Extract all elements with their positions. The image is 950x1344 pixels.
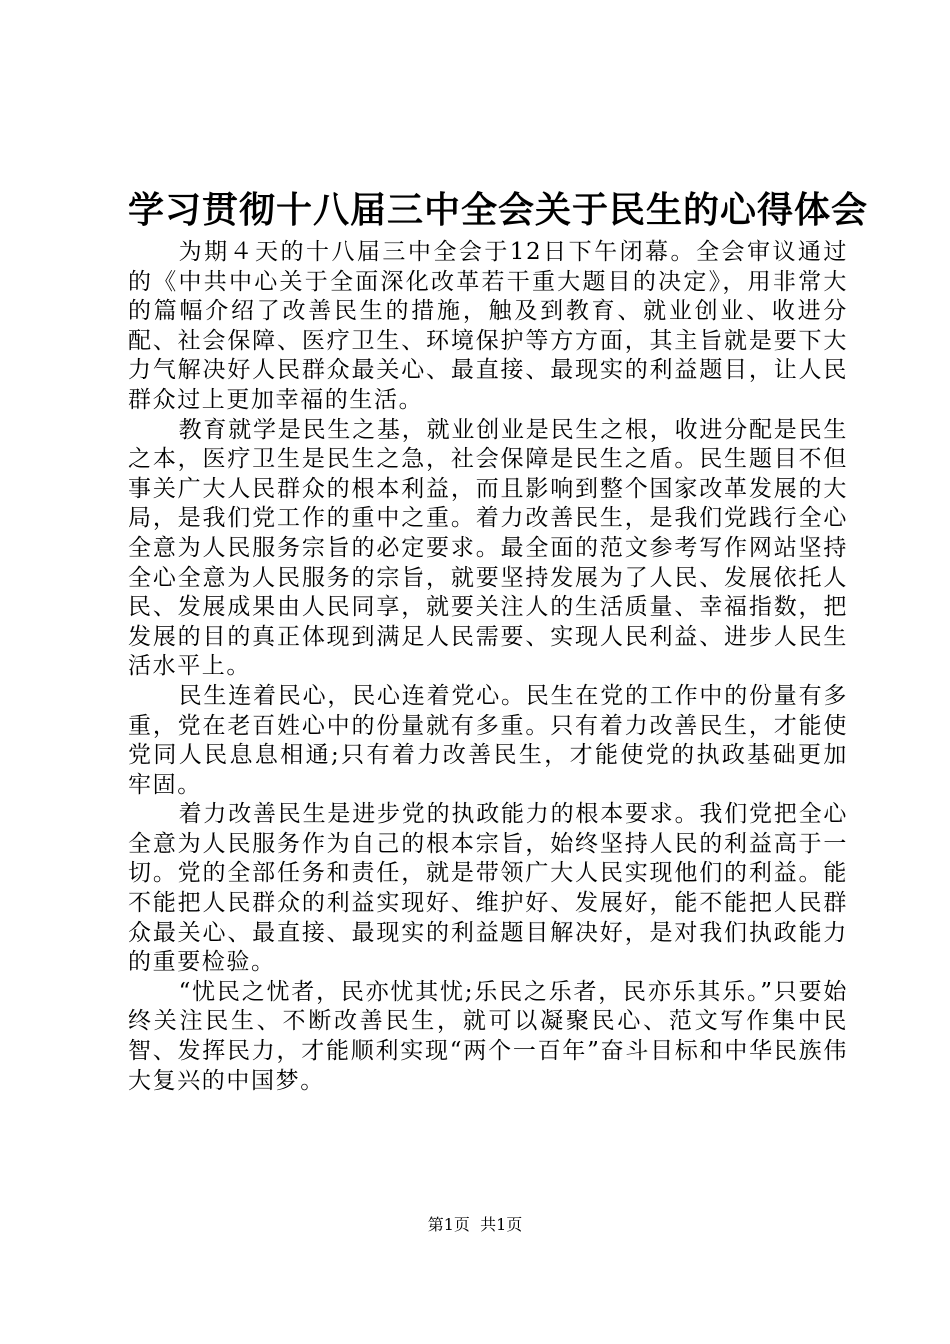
paragraph-2: 教育就学是民生之基，就业创业是民生之根，收进分配是民生之本，医疗卫生是民生之急，社会保障是民生之盾。民生题目不但事关广大人民群众的根本利益，而且影响到整个国家改革发展的大局，是我们党工作的重中之重。着力改善民生，是我们党践行全心全意为人民服务宗旨的必定要求。最全面的范文参考写作网站坚持全心全意为人民服务的宗旨，就要坚持发展为了人民、发展依托人民、发展成果由人民同享，就要关注人的生活质量、幸福指数，把发展的目的真正体现到满足人民需要、实现人民利益、进步人民生活水平上。: [128, 416, 848, 680]
paragraph-3: 民生连着民心，民心连着党心。民生在党的工作中的份量有多重，党在老百姓心中的份量就有多重。只有着力改善民生，才能使党同人民息息相通;只有着力改善民生，才能使党的执政基础更加牢固。: [128, 682, 848, 798]
paragraph-1: 为期４天的十八届三中全会于12日下午闭幕。全会审议通过的《中共中心关于全面深化改革若干重大题目的决定》，用非常大的篇幅介绍了改善民生的措施，触及到教育、就业创业、收进分配、社会保障、医疗卫生、环境保护等方方面，其主旨就是要下大力气解决好人民群众最关心、最直接、最现实的利益题目，让人民群众过上更加幸福的生活。: [128, 239, 848, 413]
page-footer: 第1页 共1页: [427, 1215, 523, 1234]
paragraph-4: 着力改善民生是进步党的执政能力的根本要求。我们党把全心全意为人民服务作为自己的根本宗旨，始终坚持人民的利益高于一切。党的全部任务和责任，就是带领广大人民实现他们的利益。能不能把人民群众的利益实现好、维护好、发展好，能不能把人民群众最关心、最直接、最现实的利益题目解决好，是对我们执政能力的重要检验。: [128, 801, 848, 976]
document-body: [128, 238, 848, 1096]
paragraph-5: “忧民之忧者，民亦忧其忧;乐民之乐者，民亦乐其乐。”只要始终关注民生、不断改善民生，就可以凝聚民心、范文写作集中民智、发挥民力，才能顺利实现“两个一百年”奋斗目标和中华民族伟大复兴的中国梦。: [128, 978, 848, 1094]
document-title: 学习贯彻十八届三中全会关于民生的心得体会: [128, 189, 869, 231]
